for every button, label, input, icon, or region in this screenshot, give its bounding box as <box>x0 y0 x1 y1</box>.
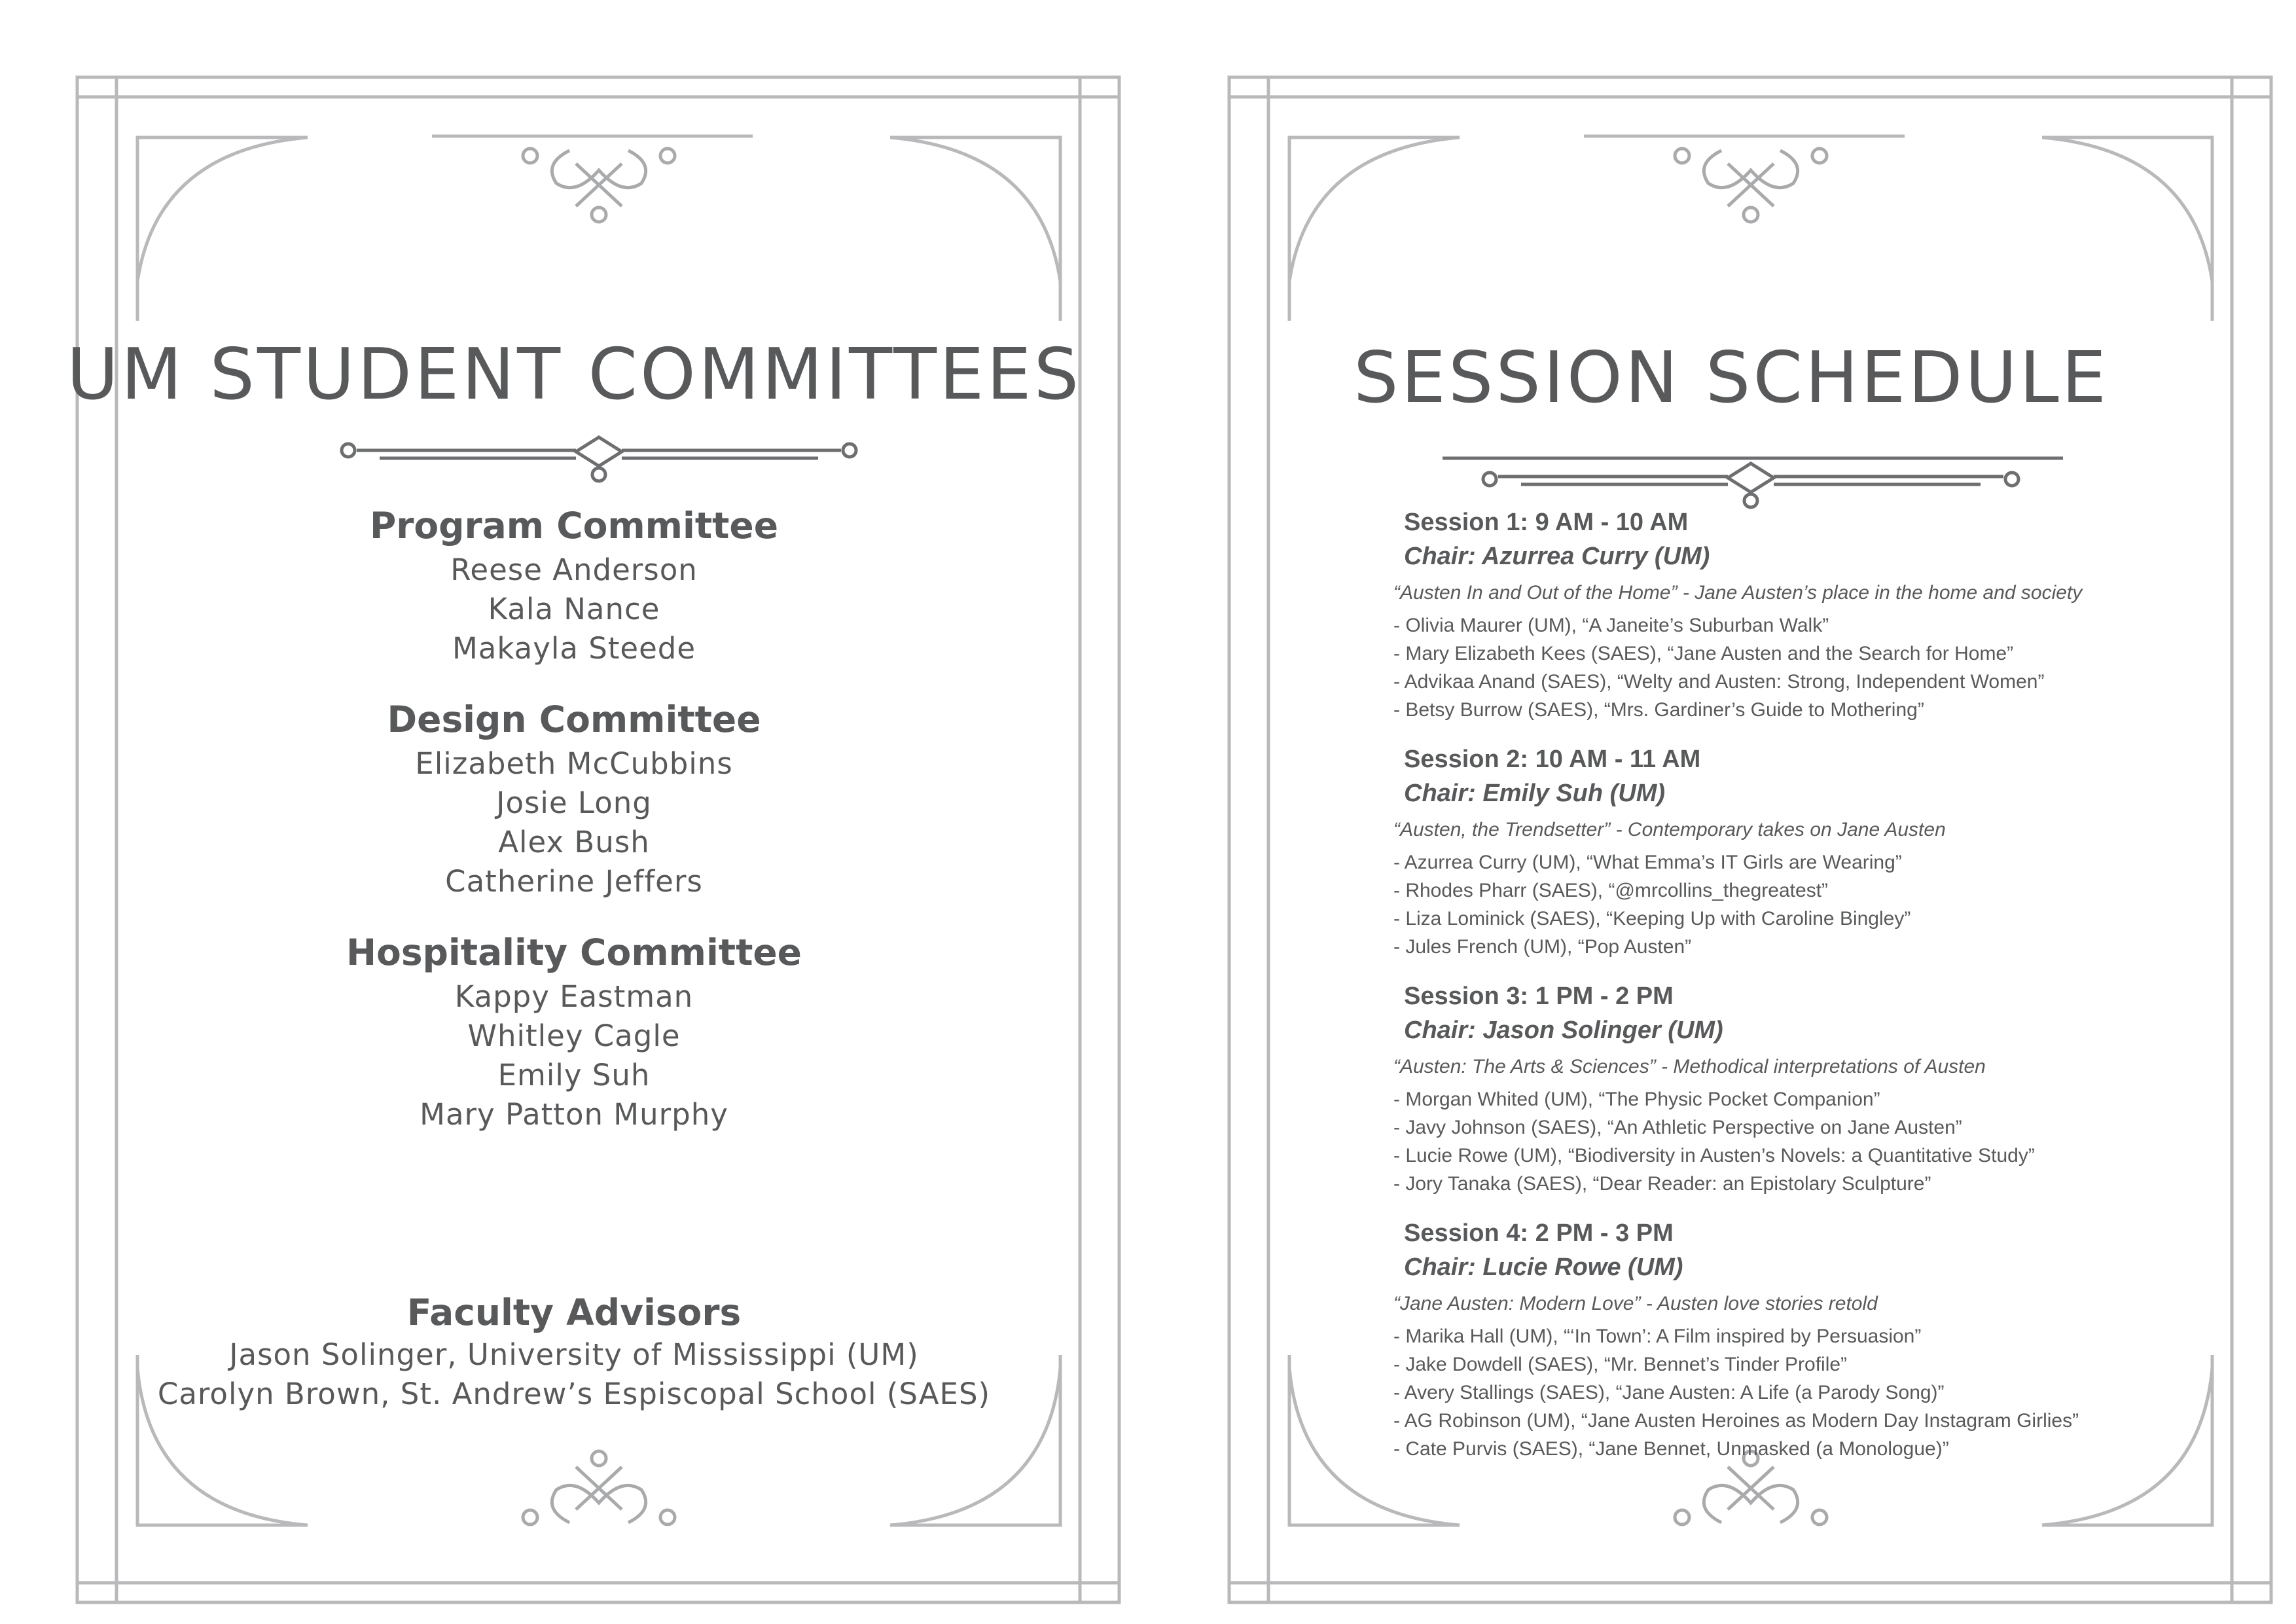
session-theme: “Jane Austen: Modern Love” - Austen love stories retold <box>1393 1293 1878 1314</box>
session-talk: - Lucie Rowe (UM), “Biodiversity in Austen’s Novels: a Quantitative Study” <box>1393 1145 2035 1166</box>
session-talk: - Mary Elizabeth Kees (SAES), “Jane Austen and the Search for Home” <box>1393 643 2014 664</box>
committee-member: Makayla Steede <box>452 631 696 666</box>
session-4 <box>1393 1216 2244 1463</box>
session-talk: - Morgan Whited (UM), “The Physic Pocket Companion” <box>1393 1089 1880 1110</box>
page-title: UM STUDENT COMMITTEES <box>66 334 1082 416</box>
session-talk: - Javy Johnson (SAES), “An Athletic Perspective on Jane Austen” <box>1393 1117 1962 1138</box>
session-3 <box>1393 979 2244 1198</box>
committee-member: Elizabeth McCubbins <box>415 746 733 781</box>
divider-ornament-icon <box>1443 458 2063 507</box>
faculty-advisors <box>0 1290 1148 1414</box>
session-talk: - Azurrea Curry (UM), “What Emma’s IT Girls are Wearing” <box>1393 852 1902 873</box>
schedule-page <box>1148 0 2296 1624</box>
committee-hospitality <box>0 928 1148 1134</box>
committee-member: Mary Patton Murphy <box>420 1097 728 1132</box>
flourish-top-icon <box>523 149 675 222</box>
session-schedule <box>1393 505 2244 1481</box>
committee-member: Reese Anderson <box>450 552 698 587</box>
committee-design <box>0 695 1148 901</box>
committee-member: Kappy Eastman <box>454 979 694 1014</box>
advisor: Carolyn Brown, St. Andrew’s Espiscopal School (SAES) <box>157 1377 991 1411</box>
session-talk: - Marika Hall (UM), “‘In Town’: A Film inspired by Persuasion” <box>1393 1326 1922 1347</box>
session-title: Session 1: 9 AM - 10 AM <box>1404 509 1689 536</box>
session-talk: - Rhodes Pharr (SAES), “@mrcollins_thegreatest” <box>1393 880 1829 901</box>
committee-member: Alex Bush <box>498 825 650 859</box>
session-talk: - Avery Stallings (SAES), “Jane Austen: A Life (a Parody Song)” <box>1393 1382 1945 1403</box>
committee-member: Josie Long <box>496 785 652 820</box>
session-talk: - Cate Purvis (SAES), “Jane Bennet, Unmasked (a Monologue)” <box>1393 1438 1949 1460</box>
session-title: Session 4: 2 PM - 3 PM <box>1404 1219 1674 1247</box>
session-theme: “Austen In and Out of the Home” - Jane Austen’s place in the home and society <box>1393 582 2083 604</box>
session-talk: - Olivia Maurer (UM), “A Janeite’s Suburban Walk” <box>1393 615 1829 636</box>
committee-member: Catherine Jeffers <box>445 864 703 899</box>
session-title: Session 2: 10 AM - 11 AM <box>1404 746 1701 773</box>
committee-heading: Program Committee <box>369 505 779 547</box>
committee-member: Kala Nance <box>488 592 660 626</box>
session-talk: - Jake Dowdell (SAES), “Mr. Bennet’s Tinder Profile” <box>1393 1354 1848 1375</box>
committee-program <box>0 501 1148 668</box>
session-chair: Chair: Jason Solinger (UM) <box>1404 1017 1723 1044</box>
session-theme: “Austen: The Arts & Sciences” - Methodical interpretations of Austen <box>1393 1056 1986 1077</box>
session-chair: Chair: Lucie Rowe (UM) <box>1404 1254 1683 1281</box>
session-talk: - Betsy Burrow (SAES), “Mrs. Gardiner’s Guide to Mothering” <box>1393 699 1924 721</box>
page-title: SESSION SCHEDULE <box>1354 337 2109 419</box>
session-title: Session 3: 1 PM - 2 PM <box>1404 983 1674 1010</box>
session-1 <box>1393 505 2244 724</box>
committee-heading: Hospitality Committee <box>346 931 802 973</box>
committee-member: Emily Suh <box>497 1058 651 1092</box>
divider-ornament-icon <box>342 437 856 481</box>
session-chair: Chair: Azurrea Curry (UM) <box>1404 543 1710 570</box>
session-chair: Chair: Emily Suh (UM) <box>1404 780 1666 807</box>
session-talk: - Jory Tanaka (SAES), “Dear Reader: an Epistolary Sculpture” <box>1393 1173 1931 1195</box>
committee-heading: Design Committee <box>387 698 761 740</box>
session-theme: “Austen, the Trendsetter” - Contemporary takes on Jane Austen <box>1393 819 1946 840</box>
session-2 <box>1393 742 2244 961</box>
committee-list <box>0 501 1148 1161</box>
session-talk: - Advikaa Anand (SAES), “Welty and Austen: Strong, Independent Women” <box>1393 671 2045 693</box>
session-talk: - Jules French (UM), “Pop Austen” <box>1393 936 1692 958</box>
flourish-top-icon <box>1675 149 1827 222</box>
session-talk: - Liza Lominick (SAES), “Keeping Up with Caroline Bingley” <box>1393 908 1911 929</box>
committee-member: Whitley Cagle <box>467 1019 681 1053</box>
session-talk: - AG Robinson (UM), “Jane Austen Heroines as Modern Day Instagram Girlies” <box>1393 1410 2079 1432</box>
flourish-bottom-icon <box>523 1451 675 1525</box>
advisors-heading: Faculty Advisors <box>406 1291 742 1333</box>
advisor: Jason Solinger, University of Mississippi (UM) <box>229 1337 919 1372</box>
